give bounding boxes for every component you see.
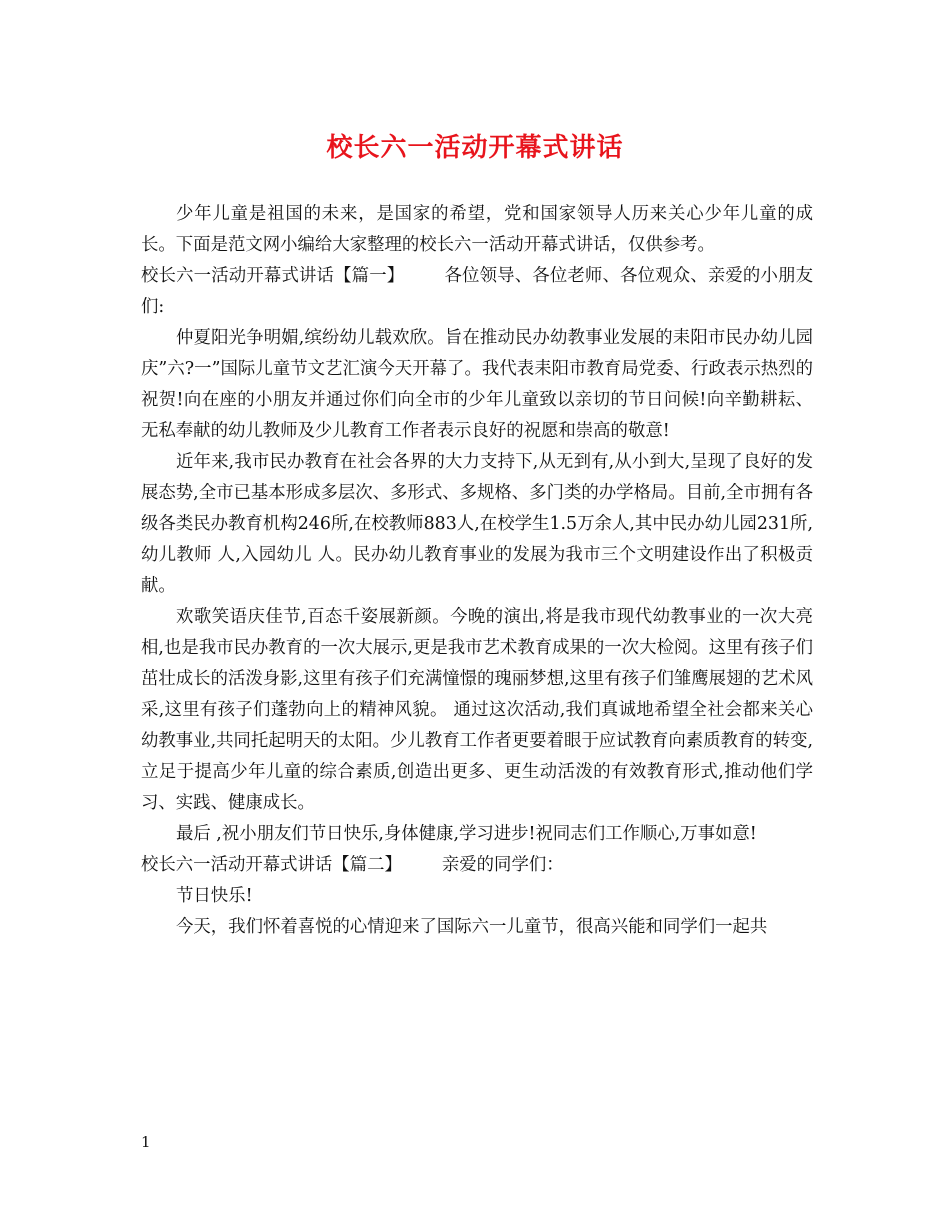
paragraph-5: 节日快乐! [176, 886, 253, 906]
section2-greeting: 亲爱的同学们： [441, 855, 564, 875]
section1-heading-line [141, 261, 813, 323]
paragraph-1: 仲夏阳光争明媚,缤纷幼儿载欢欣。旨在推动民办幼教事业发展的耒阳市民办幼儿园庆”六?一”国际儿童节文艺汇演今天开幕了。我代表耒阳市教育局党委、行政表示热烈的祝贺!向在座的小朋友并通过你们向全市的少年儿童致以亲切的节日问候!向辛勤耕耘、无私奉献的幼儿教师及少儿教育工作者表示良好的祝愿和崇高的敬意! [141, 328, 813, 441]
document-title: 校长六一活动开幕式讲话 [326, 133, 624, 163]
section2-heading-line [141, 850, 813, 881]
intro-paragraph: 少年儿童是祖国的未来，是国家的希望，党和国家领导人历来关心少年儿童的成长。下面是范文网小编给大家整理的校长六一活动开幕式讲话，仅供参考。 [141, 204, 813, 255]
paragraph-4: 最后 ,祝小朋友们节日快乐,身体健康,学习进步!祝同志们工作顺心,万事如意! [176, 824, 757, 844]
document-body [141, 199, 813, 943]
section2-heading: 校长六一活动开幕式讲话【篇二】 [141, 855, 402, 875]
section1-heading: 校长六一活动开幕式讲话【篇一】 [141, 266, 405, 286]
paragraph-3: 欢歌笑语庆佳节,百态千姿展新颜。今晚的演出,将是我市现代幼教事业的一次大亮相,也是我市民办教育的一次大展示,更是我市艺术教育成果的一次大检阅。这里有孩子们茁壮成长的活泼身影,这里有孩子们充满憧憬的瑰丽梦想,这里有孩子们雏鹰展翅的艺术风采,这里有孩子们蓬勃向上的精神风貌。 通过这次活动,我们真诚地希望全社会都来关心幼教事业,共同托起明天的太阳。少儿教育工作者更要着眼于应试教育向素质教育的转变,立足于提高少年儿童的综合素质,创造出更多、更生动活泼的有效教育形式,推动他们学习、实践、健康成长。 [141, 607, 813, 813]
page-number: 1 [141, 1133, 151, 1151]
paragraph-6: 今天，我们怀着喜悦的心情迎来了国际六一儿童节，很高兴能和同学们一起共 [176, 917, 768, 937]
section1-greeting: 各位领导、各位老师、各位观众、亲爱的小朋友们: [141, 266, 813, 317]
paragraph-2: 近年来,我市民办教育在社会各界的大力支持下,从无到有,从小到大,呈现了良好的发展态势,全市已基本形成多层次、多形式、多规格、多门类的办学格局。目前,全市拥有各级各类民办教育机构246所,在校教师883人,在校学生1.5万余人,其中民办幼儿园231所,幼儿教师 人,入园幼儿 人。民办幼儿教育事业的发展为我市三个文明建设作出了积极贡献。 [141, 452, 813, 596]
